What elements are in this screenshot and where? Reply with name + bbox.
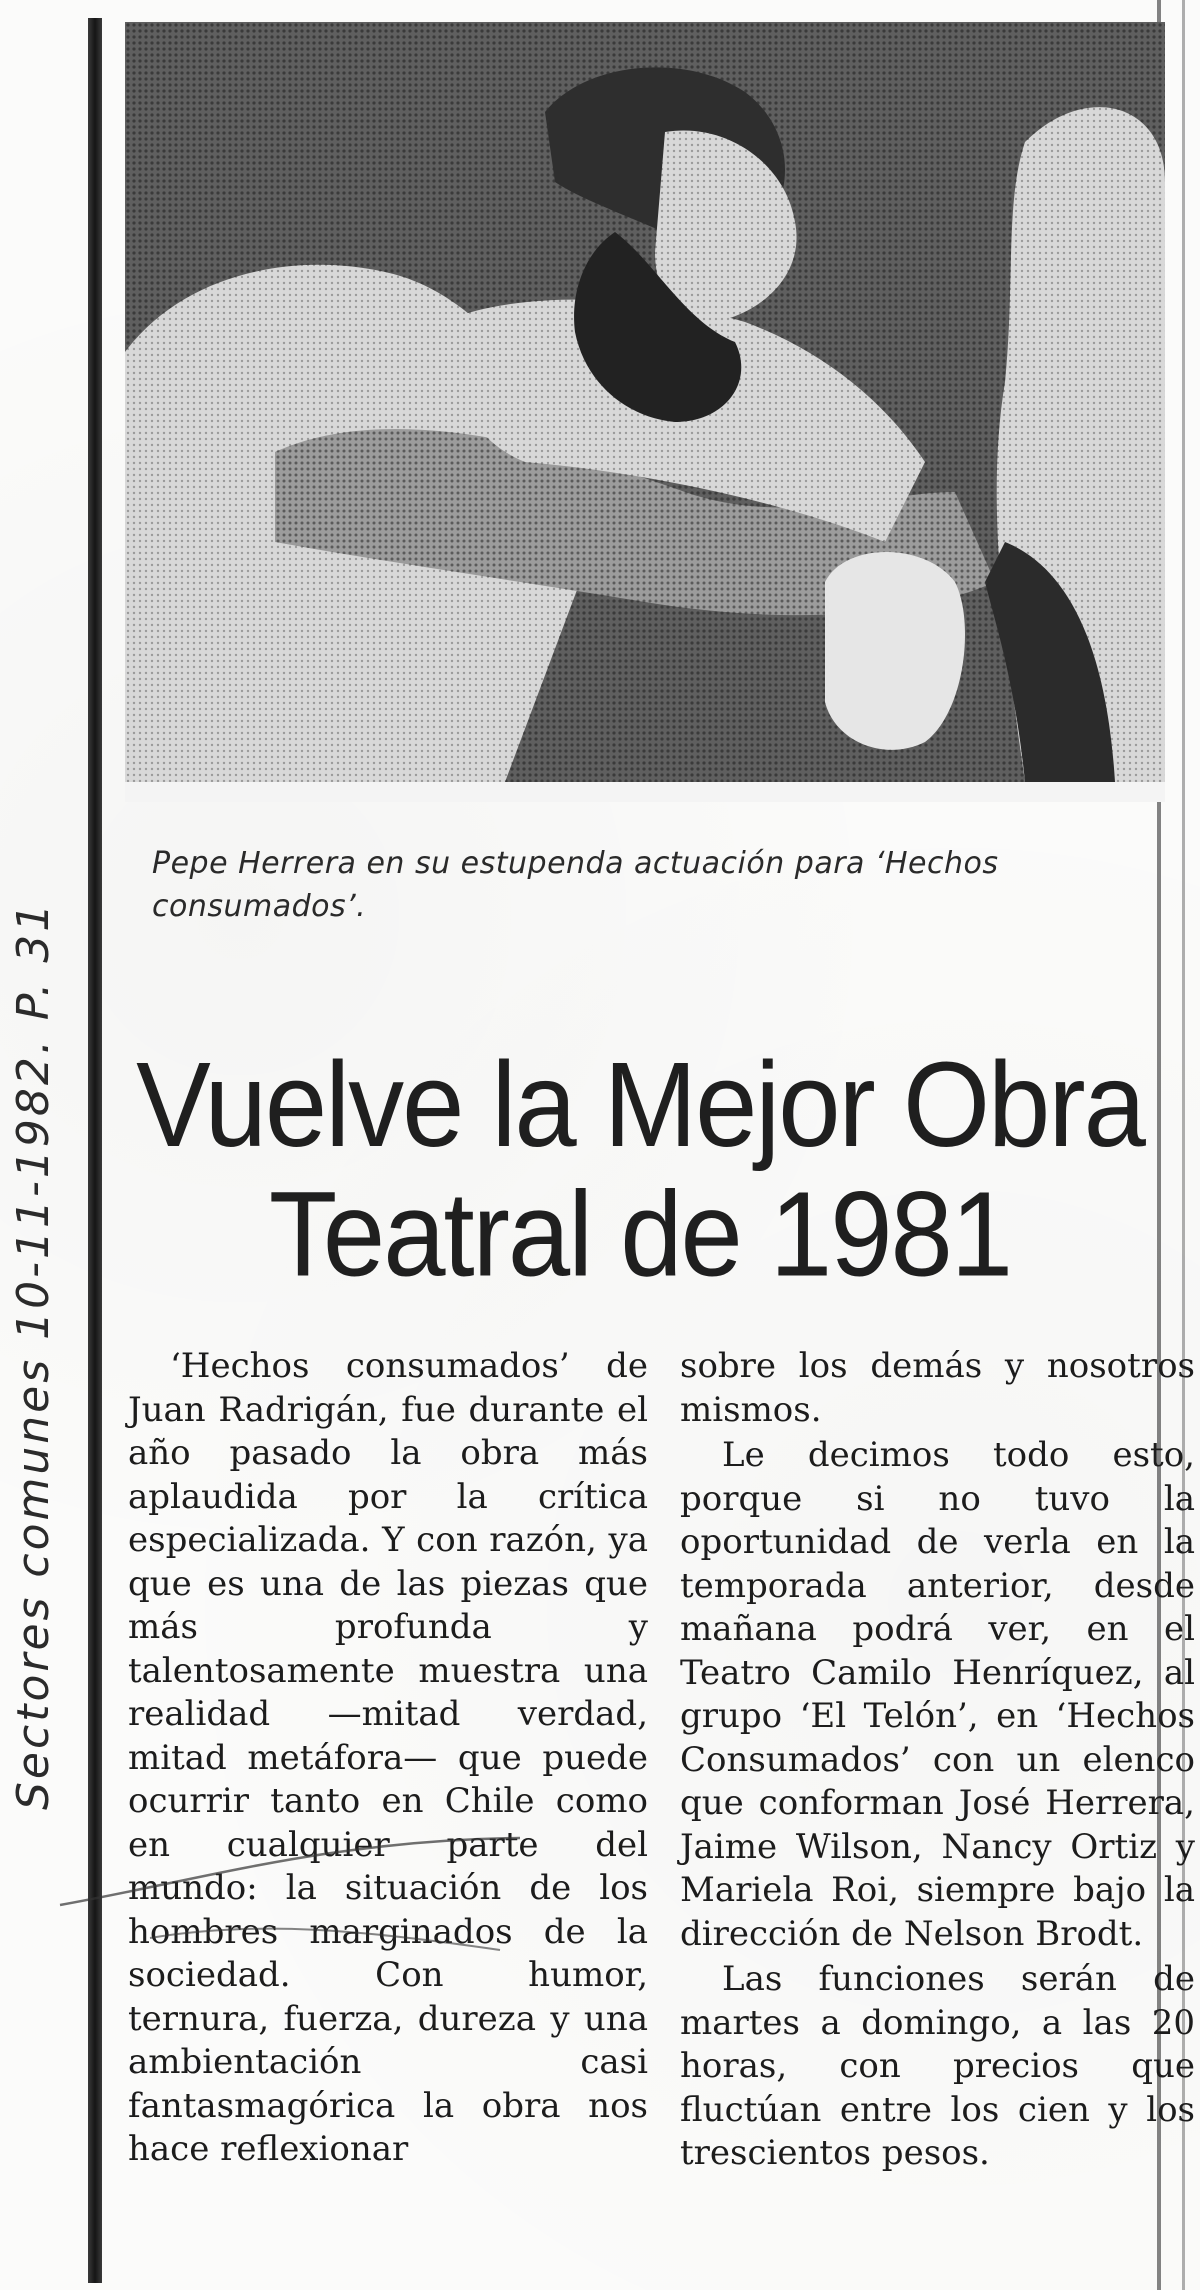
article-column-left [128,1345,648,2172]
photo-caption: Pepe Herrera en su estupenda actuación para ‘Hechos consumados’. [152,846,999,924]
paragraph-1: ‘Hechos consumados’ de Juan Radrigán, fue durante el año pasado la obra más aplaudida por la crítica especializada. Y con razón, ya que es una de las piezas que más profunda y talentosamente muestra una realidad —mitad verdad, mitad metáfora— que puede ocurrir tanto en Chile como en cualquier parte del mundo: la situación de los hombres marginados de la sociedad. Con humor, ternura, fuerza, dureza y una ambientación casi fantasmagórica la obra nos hace reflexionar [128,1346,648,2169]
paragraph-1-continued: sobre los demás y nosotros mismos. [680,1346,1195,1430]
paragraph-2: Le decimos todo esto, porque si no tuvo la oportunidad de verla en la temporada anterior, desde mañana podrá ver, en el Teatro Camilo Henríquez, al grupo ‘El Telón’, en ‘Hechos Consumados’ con un elenco que conforman José Herrera, Jaime Wilson, Nancy Ortiz y Mariela Roi, siempre bajo la dirección de Nelson Brodt. [680,1435,1195,1954]
article-photo [125,22,1165,802]
photo-illustration [125,22,1165,802]
headline-line-2: Teatral de 1981 [268,1166,1012,1302]
headline-line-1: Vuelve la Mejor Obra [136,1036,1144,1172]
handwritten-annotation: Sectores comunes 10-11-1982. P. 31 [8,900,59,1810]
paragraph-3: Las funciones serán de martes a domingo, a las 20 horas, con precios que fluctúan entre los cien y los trescientos pesos. [680,1959,1195,2173]
article-column-right [680,1345,1195,2176]
article-headline [110,1036,1170,1302]
left-column-rule [88,18,102,2283]
